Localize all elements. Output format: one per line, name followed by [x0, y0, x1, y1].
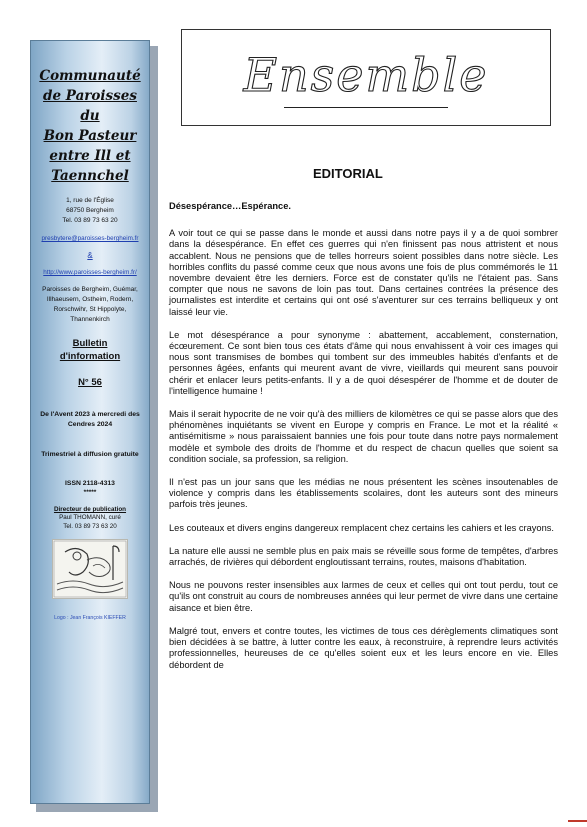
- masthead-title: Ensemble: [243, 48, 489, 102]
- article-body: [169, 201, 558, 683]
- shepherd-logo-icon: [53, 540, 127, 598]
- director-heading: Directeur de publication: [53, 506, 127, 513]
- phone: Tel. 03 89 73 63 20: [62, 217, 118, 224]
- article-paragraph: Les couteaux et divers engins dangereux remplacent chez certains les cahiers et les crayons.: [169, 522, 554, 533]
- article-paragraph: Malgré tout, envers et contre toutes, les victimes de tous ces dérèglements climatiques sont bien décidées à se battre, à lutter contre les eaux, à reconstruire, à reprendre leurs activités professionnelles, heureuses de ce qu'elles soient eux et les leurs encore en vie. Elles débordent de: [169, 625, 558, 670]
- separator-stars: *****: [83, 489, 97, 496]
- article-paragraph: A voir tout ce qui se passe dans le monde et aussi dans notre pays il y a de quoi sombrer dans la désespérance. En effet ces guerres qui n'en finissent pas nous attristent et nous accablent. Nous ne pensions que de telles horreurs soient possibles dans notre siècle. Les horribles conflits du passé comme ceux que nous avons une fois de plus commémorés le 11 novembre devaient être les derniers. Force est de constater qu'ils ne l'étaient pas. Sans compter que nous ne savons de loin pas tout. Dans certaines contrées la présence des journalistes est interdite et certains qui ont osé s'aventurer sur ces terrains belliqueux y ont laissé leur vie.: [169, 228, 558, 317]
- issue-frequency: Trimestriel à diffusion gratuite: [41, 451, 139, 458]
- address-line: 68750 Bergheim: [66, 207, 114, 214]
- sidebar: [30, 40, 158, 812]
- sidebar-content: [37, 66, 143, 621]
- article-paragraph: Mais il serait hypocrite de ne voir qu'à des milliers de kilomètres ce qui se passe alors que des phénomènes inquiétants se vivent en Europe y compris en France. Le mot et la réalité « antisémitisme » nous paraissaient bannies une fois pour toute dans notre pays normalement modèle et symbole des droits de l'homme et du respect de chacun quelles que soient sa condition sociale, sa profession, sa religion.: [169, 409, 558, 464]
- article-paragraph: La nature elle aussi ne semble plus en paix mais se réveille sous forme de tempêtes, d'arbres arrachés, de rivières qui débordent engloutissant terrains, routes, maisons d'habitation.: [169, 545, 558, 568]
- bulletin-line: Bulletin: [72, 338, 108, 349]
- ampersand: &: [87, 251, 93, 260]
- logo-credit: Logo : Jean François KIEFFER: [54, 615, 126, 621]
- website-link[interactable]: http://www.paroisses-bergheim.fr/: [43, 269, 137, 276]
- masthead-underline: [284, 107, 448, 108]
- article-heading: EDITORIAL: [313, 166, 383, 181]
- article-paragraph: Nous ne pouvons rester insensibles aux larmes de ceux et celles qui ont tout perdu, tout ce qu'ils ont construit au cours de nombreuses années qui leur permet de vivre dans une certaine aisance et bien être.: [169, 580, 558, 613]
- bulletin-title: [37, 337, 143, 363]
- article-paragraph: Le mot désespérance a pour synonyme : abattement, accablement, consternation, écœurement. Ce sont bien tous ces états d'âme qui nous envahissent à voir ces images qui nous sont transmises de bombes qui tombent sur des immeubles habités d'enfants et de personnes âgées, enfants qui meurent avant de vivre, vieillards qui meurent sans pouvoir chérir et enlacer leurs petits-enfants. Il y a de quoi désespérer de l'homme et de douter de l'intelligence humaine !: [169, 329, 558, 396]
- issue-number: N° 56: [78, 377, 102, 388]
- parish-name-line: de Paroisses du: [43, 88, 137, 124]
- director-phone: Tel. 03 89 73 63 20: [63, 523, 117, 530]
- bulletin-line: d'information: [59, 351, 121, 362]
- parish-name-line: Taennchel: [51, 168, 129, 184]
- parish-name-line: Bon Pasteur: [43, 128, 137, 144]
- issn: ISSN 2118-4313: [65, 480, 115, 487]
- issue-period: De l'Avent 2023 à mercredi des Cendres 2024: [40, 411, 140, 428]
- parishes-list: Paroisses de Bergheim, Guémar, Illhaeusern, Ostheim, Rodern, Rorschwihr, St Hippolyte, Thannenkirch: [42, 286, 138, 323]
- parish-logo: [52, 539, 128, 599]
- page-corner-mark: [568, 820, 587, 822]
- parish-name: [37, 66, 143, 186]
- article-paragraph: Il n'est pas un jour sans que les médias ne nous présentent les scènes insoutenables de violence y compris dans les établissements scolaires, dont les auteurs sont des mineurs parfois très jeunes.: [169, 477, 558, 510]
- director-name: Paul THOMANN, curé: [59, 514, 121, 521]
- address: [37, 196, 143, 226]
- sidebar-panel: [30, 40, 150, 804]
- parish-name-line: entre Ill et: [49, 148, 131, 164]
- email-link[interactable]: presbytere@paroisses-bergheim.fr: [41, 235, 139, 242]
- article-subtitle: Désespérance…Espérance.: [169, 201, 291, 211]
- masthead: [181, 29, 551, 126]
- parish-name-line: Communauté: [39, 68, 141, 84]
- address-line: 1, rue de l'Église: [66, 197, 114, 204]
